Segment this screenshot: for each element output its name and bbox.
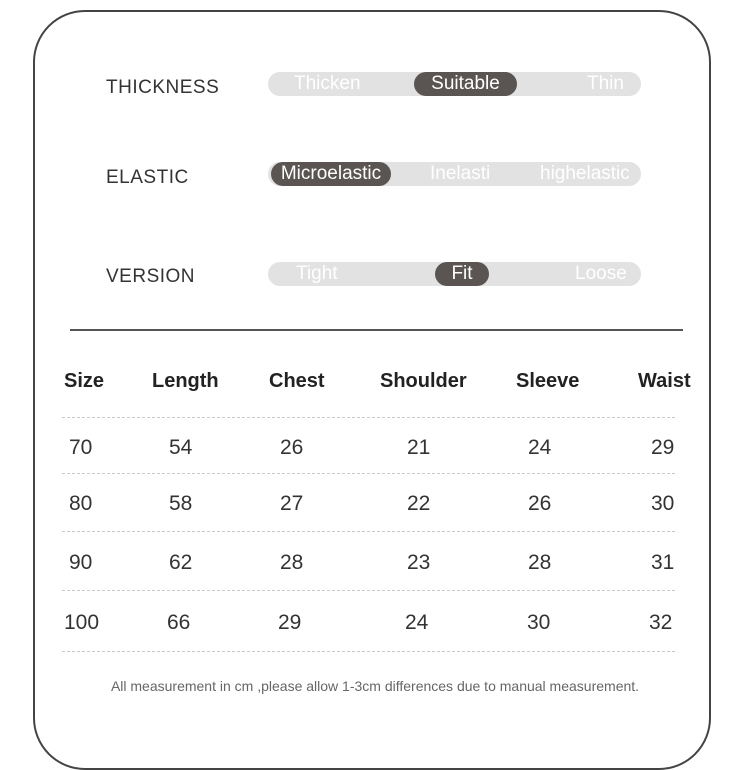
header-size: Size: [64, 370, 105, 392]
header-shoulder: Shoulder: [380, 370, 467, 392]
version-label: VERSION: [106, 266, 196, 287]
header-chest: Chest: [269, 370, 325, 392]
size-chart-card: [33, 10, 711, 770]
thickness-option-thicken: Thicken: [294, 73, 361, 94]
cell-shoulder: 22: [407, 492, 431, 515]
cell-waist: 30: [651, 492, 675, 515]
header-length: Length: [152, 370, 219, 392]
cell-waist: 29: [651, 436, 675, 459]
cell-sleeve: 30: [527, 611, 551, 634]
cell-chest: 26: [280, 436, 304, 459]
elastic-scale: [268, 162, 641, 186]
cell-sleeve: 26: [528, 492, 552, 515]
elastic-option-microelastic-selected: Microelastic: [271, 162, 391, 186]
version-scale: [268, 262, 641, 286]
cell-length: 58: [169, 492, 193, 515]
cell-sleeve: 28: [528, 551, 552, 574]
cell-length: 62: [169, 551, 193, 574]
thickness-option-suitable-selected: Suitable: [414, 72, 517, 96]
version-option-tight: Tight: [296, 263, 338, 284]
elastic-option-highelastic: highelastic: [540, 163, 630, 184]
cell-shoulder: 23: [407, 551, 431, 574]
cell-length: 66: [167, 611, 191, 634]
header-waist: Waist: [638, 370, 691, 392]
thickness-label: THICKNESS: [106, 77, 220, 98]
thickness-option-thin: Thin: [587, 73, 624, 94]
version-option-loose: Loose: [575, 263, 627, 284]
version-option-fit-selected: Fit: [435, 262, 489, 286]
row-divider: [62, 651, 675, 652]
elastic-option-inelastic: Inelasti: [430, 163, 491, 184]
cell-size: 80: [69, 492, 93, 515]
cell-chest: 27: [280, 492, 304, 515]
cell-shoulder: 24: [405, 611, 429, 634]
cell-waist: 31: [651, 551, 675, 574]
measurement-footnote: All measurement in cm ,please allow 1-3cm differences due to manual measurement.: [110, 678, 640, 694]
row-divider: [62, 531, 675, 532]
cell-chest: 28: [280, 551, 304, 574]
cell-length: 54: [169, 436, 193, 459]
cell-shoulder: 21: [407, 436, 431, 459]
cell-chest: 29: [278, 611, 302, 634]
cell-size: 100: [64, 611, 100, 634]
cell-size: 90: [69, 551, 93, 574]
cell-size: 70: [69, 436, 93, 459]
cell-waist: 32: [649, 611, 673, 634]
row-divider: [62, 473, 675, 474]
row-divider: [62, 590, 675, 591]
header-sleeve: Sleeve: [516, 370, 580, 392]
section-divider: [70, 329, 683, 331]
row-divider: [62, 417, 675, 418]
cell-sleeve: 24: [528, 436, 552, 459]
thickness-scale: [268, 72, 641, 96]
elastic-label: ELASTIC: [106, 167, 189, 188]
